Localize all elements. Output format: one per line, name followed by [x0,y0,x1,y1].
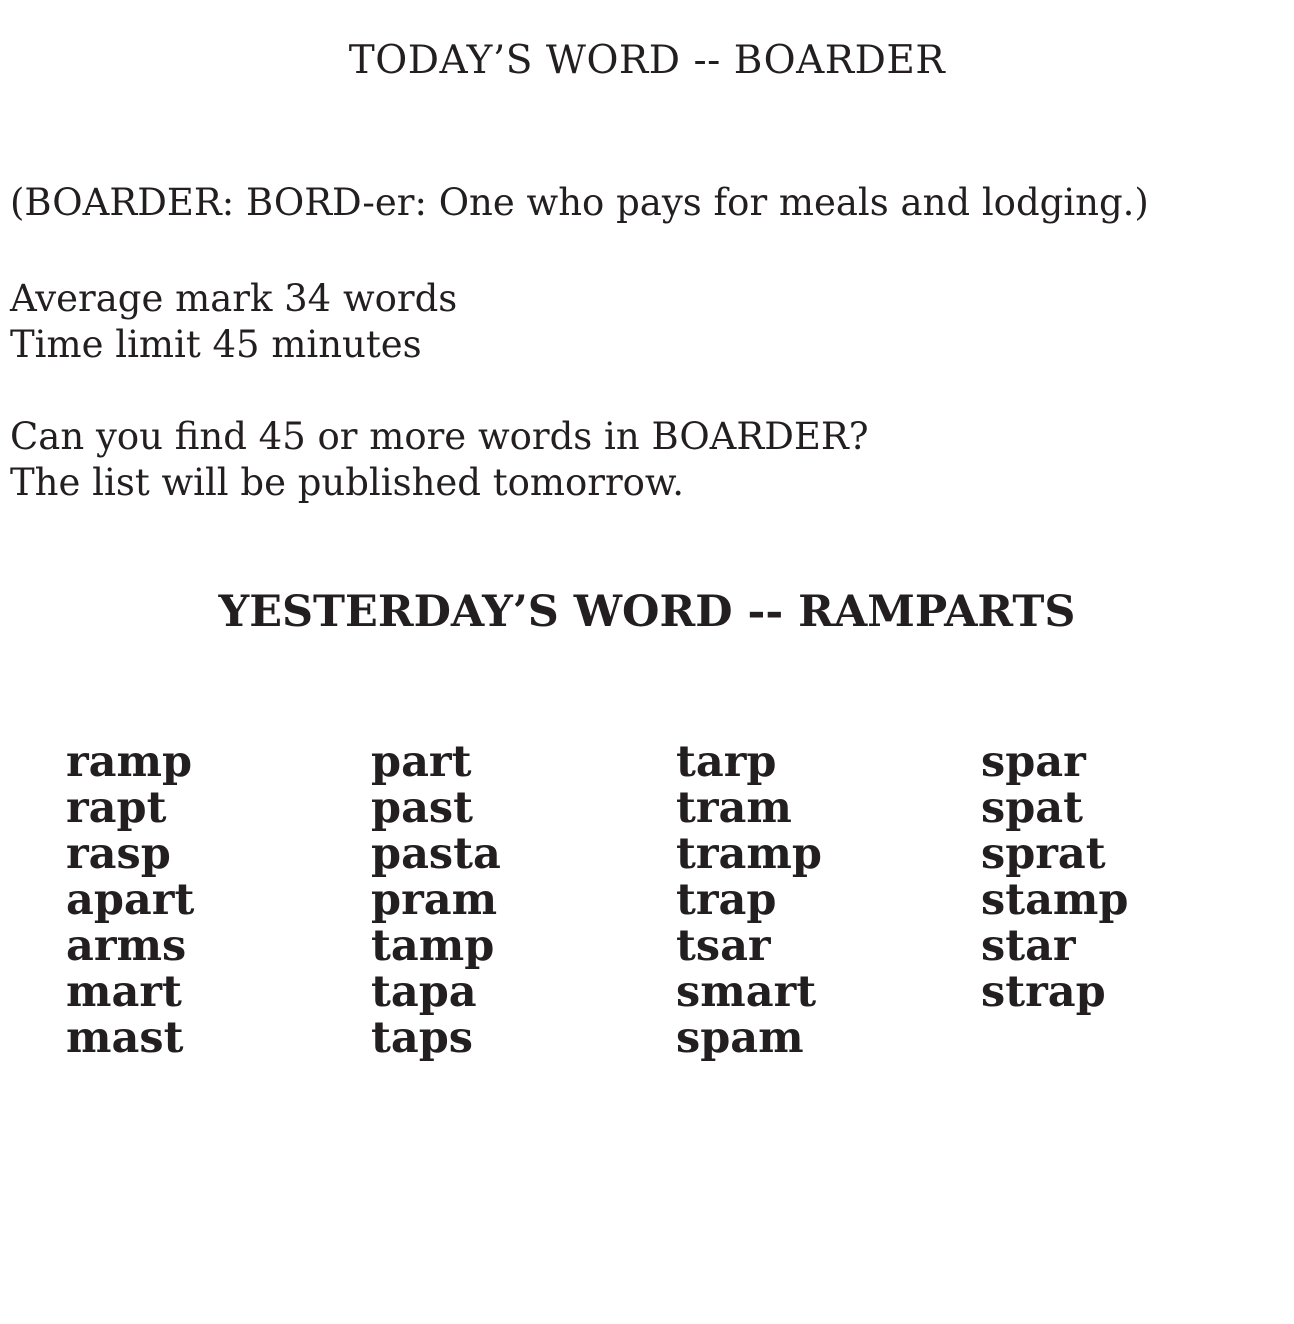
word-item: sprat [981,829,1106,879]
todays-word-title: TODAY’S WORD -- BOARDER [348,38,946,83]
publish-note: The list will be published tomorrow. [10,461,684,504]
word-item: smart [676,967,817,1017]
stats-block [10,276,457,368]
word-item: arms [66,921,187,971]
word-item: past [371,783,473,833]
challenge-question: Can you find 45 or more words in BOARDER? [10,415,869,458]
word-item: pasta [371,829,501,879]
word-item: star [981,921,1076,971]
word-item: spam [676,1013,804,1063]
word-item: spat [981,783,1083,833]
word-item: part [371,737,472,787]
word-item: tapa [371,967,477,1017]
word-item: tramp [676,829,822,879]
word-item: mast [66,1013,184,1063]
word-item: ramp [66,737,193,787]
word-item: rasp [66,829,171,879]
word-item: taps [371,1013,473,1063]
word-item: strap [981,967,1106,1017]
word-item: tram [676,783,792,833]
average-mark: Average mark 34 words [10,277,458,320]
word-item: tamp [371,921,495,971]
yesterdays-word-title: YESTERDAY’S WORD -- RAMPARTS [218,587,1076,637]
word-item: tarp [676,737,777,787]
word-item: mart [66,967,182,1017]
word-item: tsar [676,921,771,971]
word-item: apart [66,875,195,925]
word-item: pram [371,875,498,925]
word-item: trap [676,875,777,925]
word-list [66,739,1286,1069]
word-item: rapt [66,783,167,833]
time-limit: Time limit 45 minutes [10,323,422,366]
word-column-4 [981,739,1281,1015]
word-column-1 [66,739,366,1061]
definition: (BOARDER: BORD-er: One who pays for meals and lodging.) [10,181,1149,224]
word-item: spar [981,737,1086,787]
word-column-2 [371,739,671,1061]
word-item: stamp [981,875,1129,925]
word-column-3 [676,739,976,1061]
challenge-block [10,414,869,506]
